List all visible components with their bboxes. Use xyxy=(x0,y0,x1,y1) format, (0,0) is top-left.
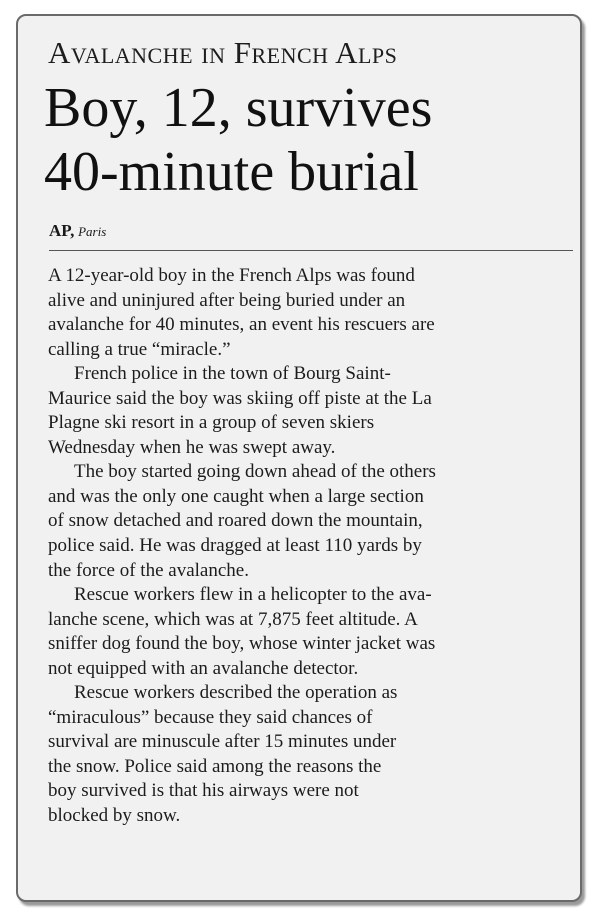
article-body-line: not equipped with an avalanche detector. xyxy=(48,657,359,679)
article-body-line: Rescue workers flew in a helicopter to the ava- xyxy=(74,584,432,606)
article-body-line: Rescue workers described the operation as xyxy=(74,682,398,704)
article-body-line: lanche scene, which was at 7,875 feet altitude. A xyxy=(48,608,418,630)
article-body-line: Maurice said the boy was skiing off piste at the La xyxy=(48,387,432,409)
article-body-line: A 12-year-old boy in the French Alps was found xyxy=(48,265,415,286)
article-body-line: Plagne ski resort in a group of seven skiers xyxy=(48,412,375,434)
byline-city: Paris xyxy=(78,224,107,239)
article-body-line: calling a true “miracle.” xyxy=(48,338,231,360)
news-clipping xyxy=(16,14,582,902)
byline xyxy=(49,222,106,241)
headline-line-2: 40-minute burial xyxy=(44,141,419,203)
article-body-line: and was the only one caught when a large section xyxy=(48,485,424,507)
article-body-line: the force of the avalanche. xyxy=(48,559,249,581)
article-body xyxy=(48,264,576,829)
headline-line-1: Boy, 12, survives xyxy=(44,77,433,139)
article-body-line: boy survived is that his airways were not xyxy=(48,780,359,802)
article-body-line: French police in the town of Bourg Saint- xyxy=(74,363,391,385)
article-body-line: survival are minuscule after 15 minutes under xyxy=(48,731,397,753)
article-body-line: avalanche for 40 minutes, an event his rescuers are xyxy=(48,314,435,336)
article-body-line: blocked by snow. xyxy=(48,805,181,827)
article-body-line: Wednesday when he was swept away. xyxy=(48,436,336,458)
byline-agency: AP, xyxy=(49,221,75,240)
article-body-line: The boy started going down ahead of the others xyxy=(74,461,436,483)
article-body-line: the snow. Police said among the reasons the xyxy=(48,755,382,777)
article-body-line: alive and uninjured after being buried under an xyxy=(48,289,406,311)
article-body-line: of snow detached and roared down the mountain, xyxy=(48,510,423,532)
article-body-line: sniffer dog found the boy, whose winter jacket was xyxy=(48,633,436,655)
byline-divider xyxy=(49,250,573,251)
article-body-line: “miraculous” because they said chances of xyxy=(48,706,373,728)
kicker-heading: Avalanche in French Alps xyxy=(48,35,398,70)
article-body-line: police said. He was dragged at least 110 yards by xyxy=(48,535,422,557)
headline xyxy=(44,76,574,204)
